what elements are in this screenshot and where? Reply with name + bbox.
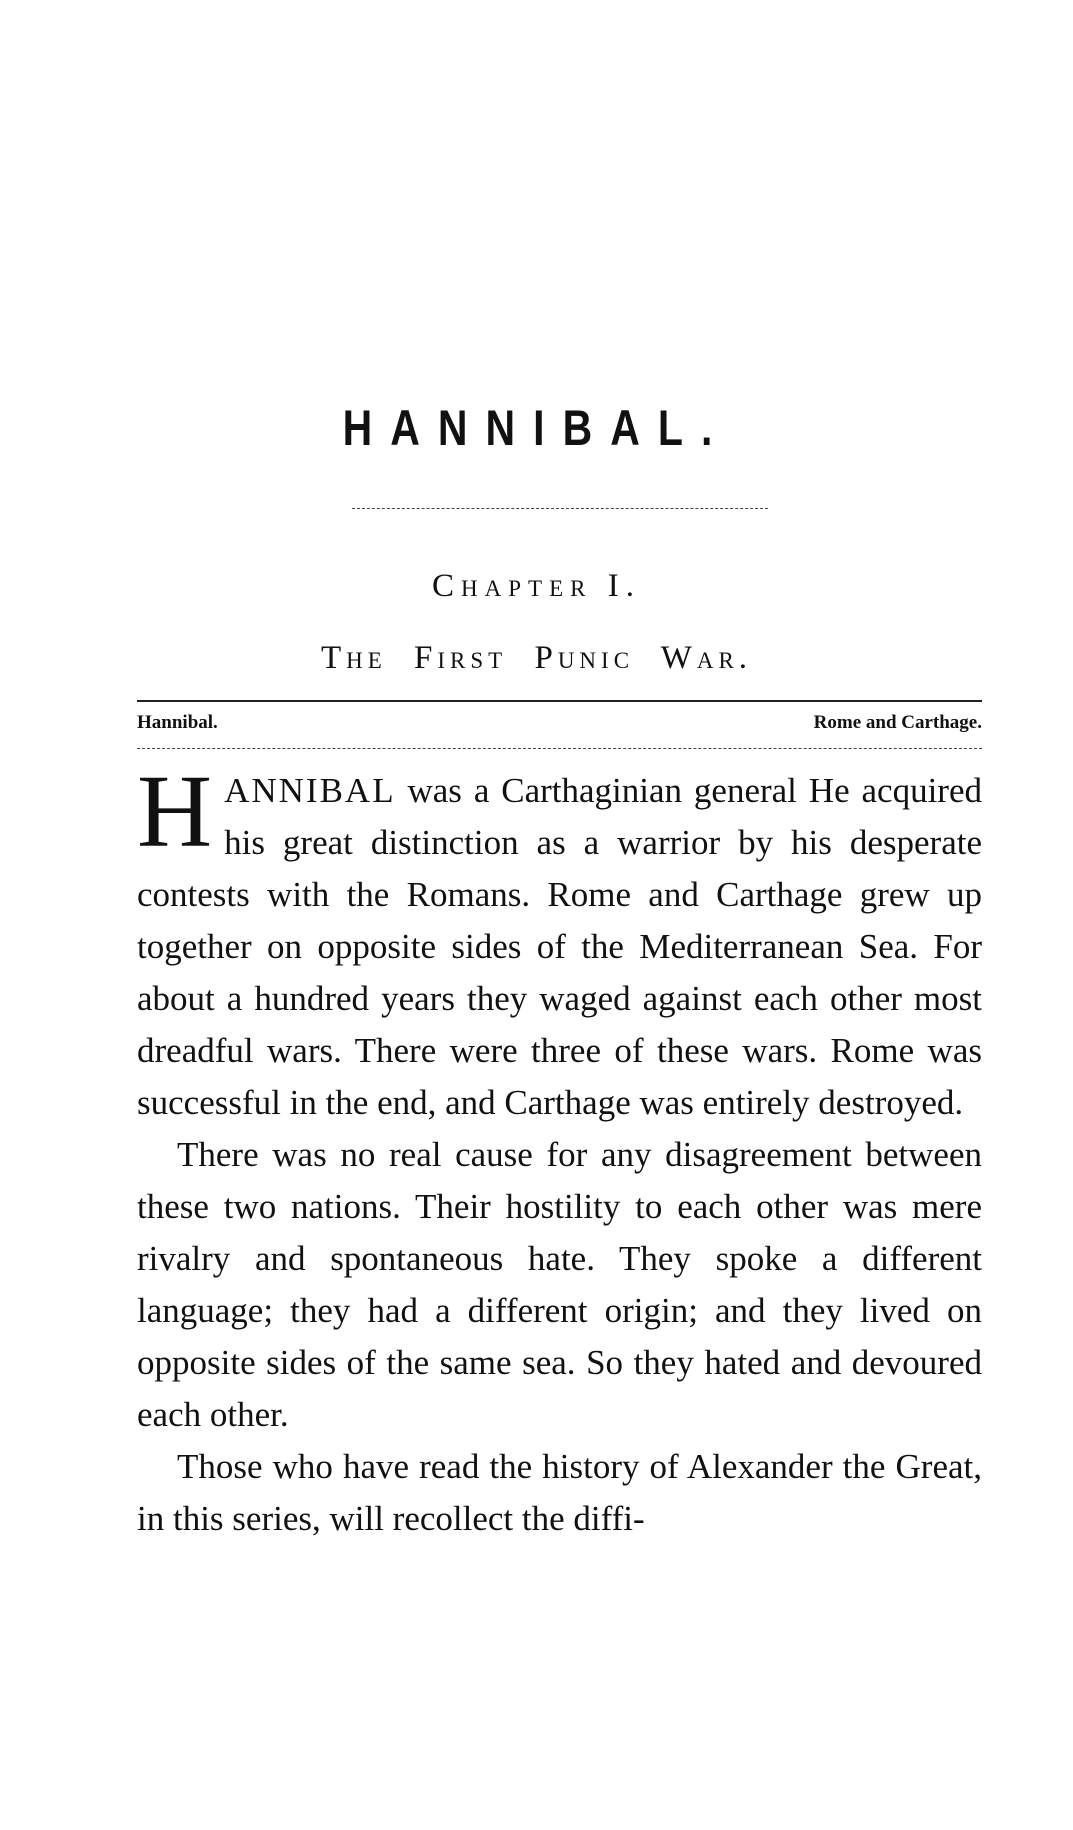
chapter-number: Chapter I. bbox=[432, 568, 641, 604]
paragraph-1 bbox=[137, 754, 982, 1129]
chapter-title: The First Punic War. bbox=[320, 640, 753, 676]
paragraph-1-text: was a Carthaginian general He acquired his great distinction as a warrior by his desperate contests with the Romans. Rome and Carthage grew up together on opposite sides of the Mediterranean Sea. For about a hundred years they waged against each other most dreadful wars. There were three of these wars. Rome was successful in the end, and Carthage was entirely destroyed. bbox=[137, 771, 982, 1122]
book-title: HANNIBAL. bbox=[342, 400, 731, 456]
sidenote-right: Rome and Carthage. bbox=[813, 712, 982, 733]
sidenote-bottom-rule bbox=[137, 748, 982, 749]
body-text bbox=[137, 754, 982, 1545]
sidenote-left: Hannibal. bbox=[137, 712, 218, 733]
drop-cap: H bbox=[137, 754, 213, 869]
title-divider bbox=[352, 508, 768, 509]
paragraph-2: There was no real cause for any disagreement between these two nations. Their hostility to each other was mere rivalry and spontaneous hate. They spoke a different language; they had a different origin; and they lived on opposite sides of the same sea. So they hated and devoured each other. bbox=[137, 1135, 982, 1434]
paragraph-3: Those who have read the history of Alexander the Great, in this series, will recollect the diffi- bbox=[137, 1447, 982, 1538]
lead-word: ANNIBAL bbox=[224, 771, 396, 810]
sidenote-top-rule bbox=[137, 700, 982, 702]
